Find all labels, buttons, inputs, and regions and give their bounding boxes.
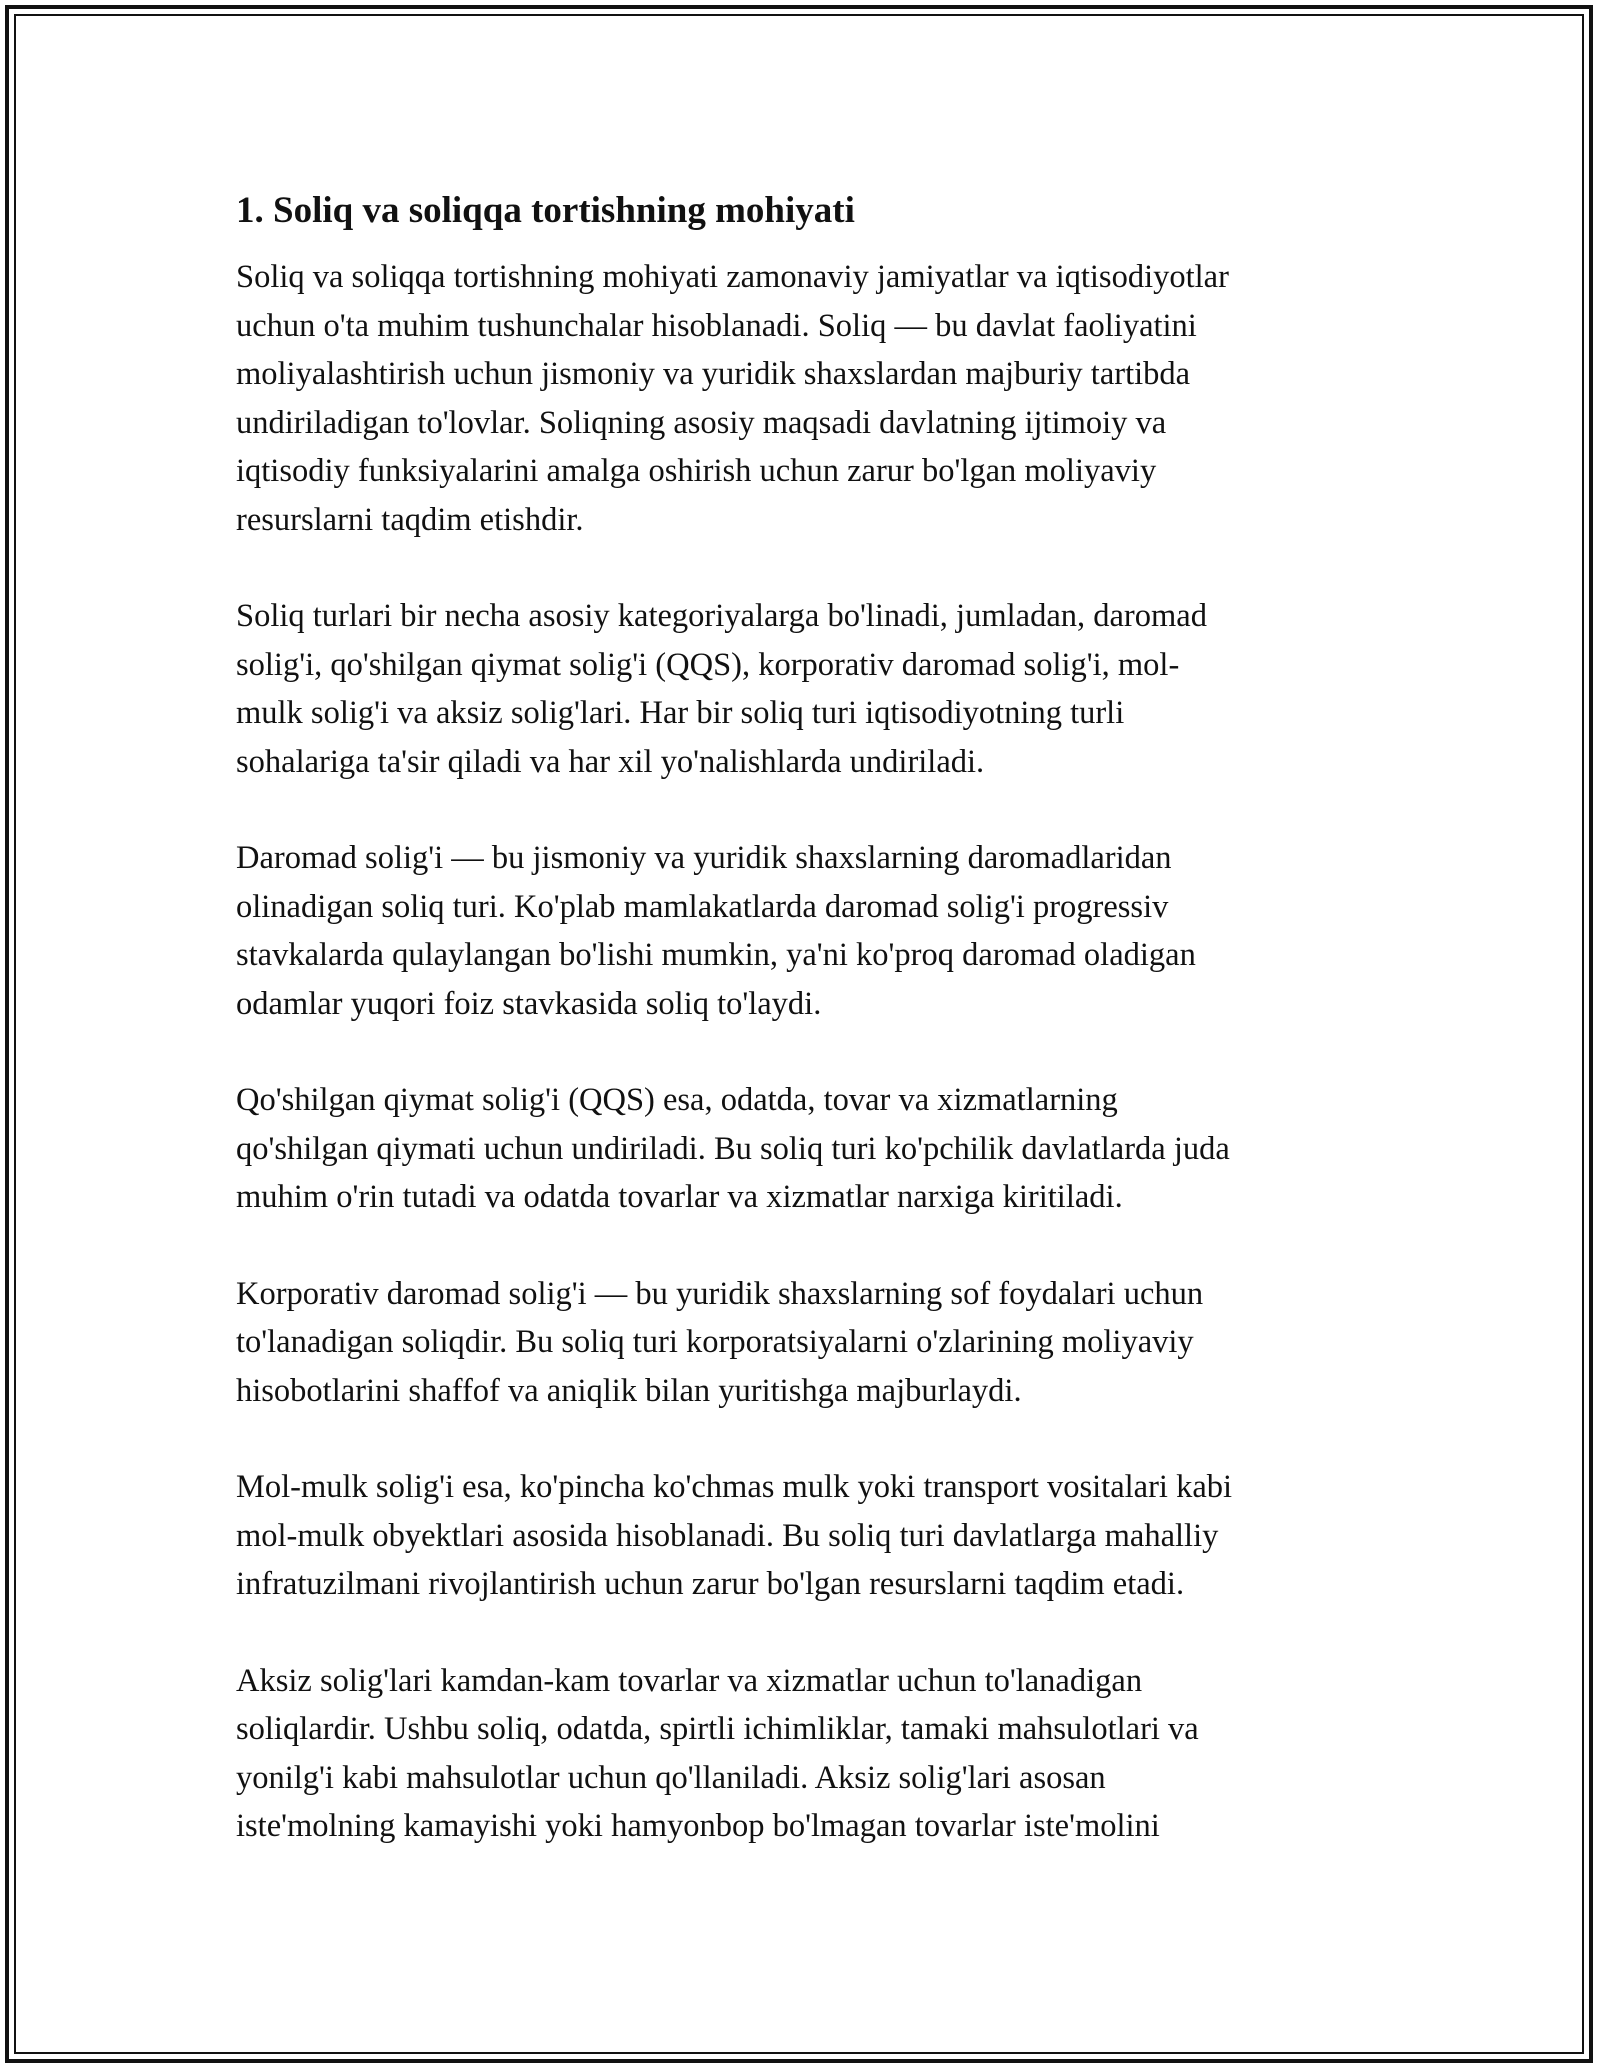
text-line: stavkalarda qulaylangan bo'lishi mumkin, ya'ni ko'proq daromad oladigan [236,937,1196,973]
text-line: hisobotlarini shaffof va aniqlik bilan yuritishga majburlaydi. [236,1372,1022,1409]
text-line: sohalariga ta'sir qiladi va har xil yo'nalishlarda undiriladi. [236,743,985,780]
document-body [236,185,1366,1899]
text-line: yonilg'i kabi mahsulotlar uchun qo'llaniladi. Aksiz solig'lari asosan [236,1759,1106,1796]
paragraph-3 [236,834,1366,1028]
section-heading: 1. Soliq va soliqqa tortishning mohiyati [236,190,855,231]
text-line: mol-mulk obyektlari asosida hisoblanadi. Bu soliq turi davlatlarga mahalliy [236,1517,1219,1554]
text-line: Aksiz solig'lari kamdan-kam tovarlar va xizmatlar uchun to'lanadigan [236,1662,1143,1699]
text-line: Daromad solig'i — bu jismoniy va yuridik shaxslarning daromadlaridan [236,840,1172,876]
text-line: mulk solig'i va aksiz solig'lari. Har bir soliq turi iqtisodiyotning turli [236,695,1125,731]
text-line: infratuzilmani rivojlantirish uchun zarur bo'lgan resurslarni taqdim etadi. [236,1566,1185,1602]
text-line: resurslarni taqdim etishdir. [236,501,584,538]
text-line: Qo'shilgan qiymat solig'i (QQS) esa, odatda, tovar va xizmatlarning [236,1082,1118,1118]
text-line: qo'shilgan qiymati uchun undiriladi. Bu soliq turi ko'pchilik davlatlarda juda [236,1130,1230,1167]
text-line: to'lanadigan soliqdir. Bu soliq turi korporatsiyalarni o'zlarining moliyaviy [236,1324,1194,1360]
text-line: iqtisodiy funksiyalarini amalga oshirish uchun zarur bo'lgan moliyaviy [236,453,1157,489]
text-line: olinadigan soliq turi. Ko'plab mamlakatlarda daromad solig'i progressiv [236,888,1169,925]
text-line: Soliq va soliqqa tortishning mohiyati zamonaviy jamiyatlar va iqtisodiyotlar [236,259,1229,295]
text-line: odamlar yuqori foiz stavkasida soliq to'laydi. [236,985,822,1022]
paragraph-2 [236,592,1366,786]
paragraph-5 [236,1270,1366,1416]
text-line: moliyalashtirish uchun jismoniy va yuridik shaxslardan majburiy tartibda [236,356,1191,392]
text-line: muhim o'rin tutadi va odatda tovarlar va xizmatlar narxiga kiritiladi. [236,1179,1123,1215]
text-line: soliqlardir. Ushbu soliq, odatda, spirtli ichimliklar, tamaki mahsulotlari va [236,1711,1199,1747]
text-line: iste'molning kamayishi yoki hamyonbop bo'lmagan tovarlar iste'molini [236,1808,1160,1844]
text-line: solig'i, qo'shilgan qiymat solig'i (QQS), korporativ daromad solig'i, mol- [236,646,1180,683]
paragraph-4 [236,1076,1366,1222]
paragraph-1 [236,253,1366,544]
text-line: Korporativ daromad solig'i — bu yuridik shaxslarning sof foydalari uchun [236,1275,1204,1312]
text-line: Soliq turlari bir necha asosiy kategoriyalarga bo'linadi, jumladan, daromad [236,598,1207,634]
text-line: Mol-mulk solig'i esa, ko'pincha ko'chmas mulk yoki transport vositalari kabi [236,1469,1233,1505]
paragraph-7 [236,1657,1366,1851]
paragraph-6 [236,1463,1366,1609]
text-line: undiriladigan to'lovlar. Soliqning asosiy maqsadi davlatning ijtimoiy va [236,404,1167,441]
text-line: uchun o'ta muhim tushunchalar hisoblanadi. Soliq — bu davlat faoliyatini [236,307,1197,344]
